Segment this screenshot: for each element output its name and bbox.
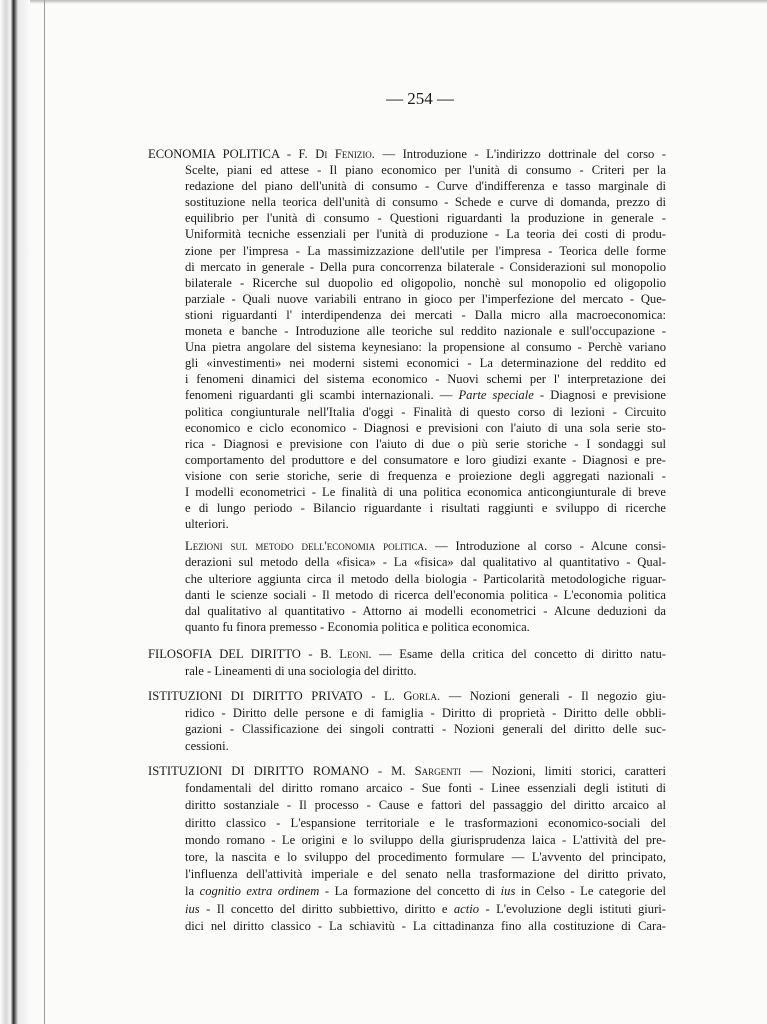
text-line [185, 452, 666, 468]
text-segment: gli «investimenti» nei moderni sistemi economici - La determinazione del reddito ed [185, 356, 666, 371]
text-line [185, 307, 666, 323]
text-line [185, 918, 666, 935]
text-segment: FILOSOFIA DEL DIRITTO - B. [148, 647, 340, 661]
text-line [185, 436, 666, 452]
text-line [185, 663, 666, 680]
text-segment: Uniformità tecniche essenziali per l'unità di produzione - La teoria dei costi di produ- [185, 227, 666, 242]
text-line [148, 146, 666, 162]
text-segment: fenomeni riguardanti gli scambi internazionali. — [185, 388, 459, 403]
text-segment: la [185, 884, 200, 899]
page-number: — 254 — [386, 89, 454, 108]
text-segment: sostituzione nella teorica dell'unità di consumo - Schede e curve di domanda, prezzo di [185, 195, 666, 210]
text-segment: e di lungo periodo - Bilancio riguardante i risultati raggiunti e sviluppo di ricerche [185, 501, 666, 516]
text-segment: l'influenza dell'attività imperiale e del senato nella trasformazione del diritto privato, [185, 867, 666, 882]
text-line [185, 554, 666, 570]
text-segment: equilibrio per l'unità di consumo - Questioni riguardanti la produzione in generale - [185, 211, 666, 226]
text-segment: redazione del piano dell'unità di consumo - Curve d'indifferenza e tasso marginale di [185, 179, 666, 194]
text-line [185, 883, 666, 900]
text-segment: - Il concetto del diritto subbiettivo, diritto e [199, 901, 454, 916]
text-segment: — Nozioni generali - Il negozio giu- [440, 689, 666, 703]
text-line [185, 291, 666, 307]
text-segment: i fenomeni dinamici del sistema economico - Nuovi schemi per l' interpretazione dei [185, 372, 666, 387]
text-segment: - La formazione del concetto di [319, 884, 501, 899]
text-segment: dal qualitativo al quantitativo - Attorno ai modelli econometrici - Alcune deduzioni da [185, 604, 666, 619]
text-line [185, 484, 666, 500]
text-segment: — Nozioni, limiti storici, caratteri [461, 764, 666, 778]
text-segment: mondo romano - Le origini e lo sviluppo della giurisprudenza laica - L'attività del pre- [185, 832, 666, 847]
text-segment: visione con serie storiche, serie di frequenza e proiezione degli aggregati nazionali - [185, 468, 666, 483]
text-segment: stioni riguardanti l' interdipendenza dei mercati - Dalla micro alla macroeconomica: [185, 307, 666, 322]
text-segment: moneta e banche - Introduzione alle teoriche sul reddito nazionale e sull'occupazione - [185, 324, 666, 339]
scan-top-edge [0, 0, 767, 4]
author-name: Lezioni sul metodo dell'economia politica. [185, 539, 428, 553]
course-diritto-privato [148, 688, 666, 754]
text-line [185, 516, 666, 532]
text-line [185, 178, 666, 194]
text-line [185, 815, 666, 832]
text-segment: fondamentali del diritto romano arcaico - Sue fonti - Linee essenziali degli istituti di [185, 781, 666, 796]
text-line [185, 603, 666, 619]
binding-edge-line [44, 0, 45, 1024]
text-line [185, 738, 666, 755]
lezioni-metodo-economia [148, 538, 666, 636]
text-segment: — Introduzione al corso - Alcune consi- [427, 539, 667, 553]
text-line [185, 387, 666, 403]
text-segment: I modelli econometrici - Le finalità di una politica economica anticongiunturale di breve [185, 484, 666, 499]
text-segment: cessioni. [185, 738, 229, 753]
text-line [148, 763, 666, 780]
text-segment: rale - Lineamenti di una sociologia del diritto. [185, 663, 417, 678]
text-line [185, 780, 666, 797]
text-segment: in Celso - Le categorie del [515, 884, 666, 899]
text-segment: bilaterale - Ricerche sul duopolio ed oligopolio, nonchè sul monopolio ed oligopolio [185, 275, 666, 290]
text-segment: dici nel diritto classico - La schiavitù - La cittadinanza fino alla costituzione di Cara- [185, 918, 666, 933]
text-line [185, 275, 666, 291]
text-segment: rica - Diagnosi e previsione con l'aiuto di due o più serie storiche - I sondaggi sul [185, 436, 666, 451]
text-segment: ridico - Diritto delle persone e di famiglia - Diritto di proprietà - Diritto delle obbli- [185, 705, 666, 720]
text-line [185, 339, 666, 355]
text-segment: diritto sostanziale - Il processo - Cause e fattori del passaggio del diritto arcaico al [185, 798, 666, 813]
text-segment: - Diagnosi e previsione [533, 388, 666, 403]
text-segment: danti le scienze sociali - Il metodo di ricerca dell'economia politica - L'economia politica [185, 587, 666, 602]
text-line [185, 797, 666, 814]
author-name: Leoni. [339, 647, 372, 661]
text-segment: Scelte, piani ed attese - Il piano economico per l'unità di consumo - Criteri per la [185, 163, 666, 178]
author-name: Sargenti [414, 764, 462, 778]
text-segment: parziale - Quali nuove variabili entrano in gioco per l'imperfezione del mercato - Que- [185, 291, 666, 306]
book-binding-shadow [0, 0, 30, 1024]
text-line [185, 538, 666, 554]
italic-text: Parte speciale [458, 388, 534, 403]
course-economia-politica [148, 146, 666, 532]
text-segment: comportamento del produttore e del consumatore e loro giudizi exante - Diagnosi e pre- [185, 452, 666, 467]
text-segment: ECONOMIA POLITICA - F. [148, 147, 316, 161]
text-line [185, 259, 666, 275]
text-line [185, 210, 666, 226]
text-line [185, 721, 666, 738]
author-name: Di Fenizio. [315, 147, 375, 161]
text-segment: ulteriori. [185, 517, 229, 532]
text-segment: — Esame della critica del concetto di diritto natu- [371, 647, 666, 661]
italic-text: cognitio extra ordinem [199, 884, 320, 899]
text-line [185, 571, 666, 587]
italic-text: ius [500, 884, 516, 899]
text-line [185, 468, 666, 484]
text-line [185, 849, 666, 866]
text-segment: - L'evoluzione degli istituti giuri- [479, 901, 666, 916]
text-line [185, 420, 666, 436]
author-name: Gorla. [403, 689, 441, 703]
text-segment: politica congiunturale nell'Italia d'oggi - Finalità di questo corso di lezioni - Circuito [185, 404, 666, 419]
text-line [185, 832, 666, 849]
text-line [185, 355, 666, 371]
text-segment: ISTITUZIONI DI DIRITTO PRIVATO - L. [148, 689, 404, 703]
italic-text: actio [453, 901, 480, 916]
text-line [185, 500, 666, 516]
text-line [148, 688, 666, 705]
text-segment: tore, la nascita e lo sviluppo del procedimento formulare — L'avvento del principato, [185, 849, 666, 864]
text-line [185, 323, 666, 339]
text-segment: che ulteriore aggiunta circa il metodo della biologia - Particolarità metodologiche riguar- [185, 571, 666, 586]
text-segment: derazioni sul metodo della «fisica» - La «fisica» dal qualitativo al quantitativo - Qual- [185, 555, 666, 570]
italic-text: ius [185, 901, 200, 916]
text-segment: quanto fu finora premesso - Economia politica e politica economica. [185, 620, 530, 635]
text-line [185, 371, 666, 387]
text-line [185, 194, 666, 210]
text-line [148, 646, 666, 663]
text-line [185, 619, 666, 635]
text-segment: ISTITUZIONI DI DIRITTO ROMANO - M. [148, 764, 415, 778]
text-segment: di mercato in generale - Della pura concorrenza bilaterale - Considerazioni sul monopolio [185, 259, 666, 274]
text-segment: gazioni - Classificazione dei singoli contratti - Nozioni generali del diritto delle suc- [185, 722, 666, 736]
course-diritto-romano [148, 763, 666, 935]
text-segment: diritto classico - L'espansione territoriale e le trasformazioni economico-sociali del [185, 815, 666, 830]
text-segment: — Introduzione - L'indirizzo dottrinale del corso - [374, 147, 666, 161]
text-line [185, 404, 666, 420]
text-segment: Una pietra angolare del sistema keynesiano: la propensione al consumo - Perchè variano [185, 340, 666, 355]
text-line [185, 226, 666, 242]
course-filosofia-diritto [148, 646, 666, 679]
text-segment: economico e ciclo economico - Diagnosi e previsioni con l'aiuto di una sola serie sto- [185, 420, 666, 435]
text-line [185, 866, 666, 883]
text-line [185, 243, 666, 259]
text-line [185, 587, 666, 603]
text-line [185, 705, 666, 722]
text-line [185, 162, 666, 178]
text-line [185, 901, 666, 918]
text-segment: zione per l'impresa - La massimizzazione dell'utile per l'impresa - Teorica delle forme [185, 243, 666, 258]
